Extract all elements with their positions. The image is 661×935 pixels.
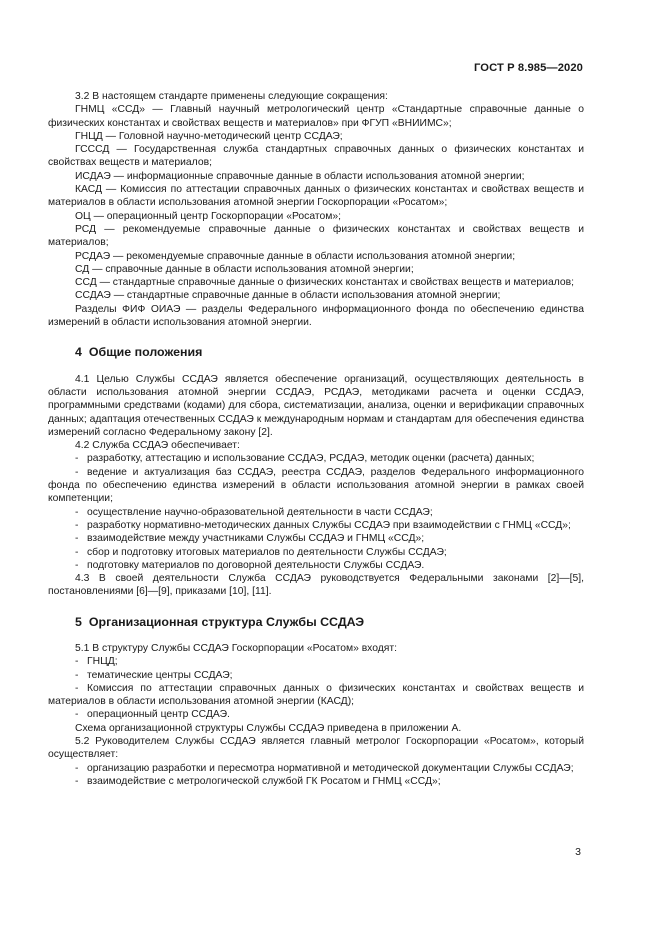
- scheme-reference: Схема организационной структуры Службы ССДАЭ приведена в приложении А.: [75, 722, 462, 734]
- list-item: - Комиссия по аттестации справочных данных о физических константах и свойствах веществ и материалов в области использования атомной энергии (КАСД);: [48, 682, 584, 708]
- list-item: - взаимодействие между участниками Службы ССДАЭ и ГНМЦ «ССД»;: [75, 533, 425, 545]
- clause-4-1: 4.1 Целью Службы ССДАЭ является обеспечение организаций, осуществляющих деятельность в области использования атомной энергии ССДАЭ, РСДАЭ, методиками расчета и оценки ССДАЭ, программными средствами (кодами) для сбора, систематизации, анализа, оценки и верификации справочных данных; адаптация отечественных ССДАЭ к международным нормам и стандартам для обеспечения единства измерений согласно Федеральному закону [2].: [48, 373, 584, 438]
- list-item: - разработку нормативно-методических данных Службы ССДАЭ при взаимодействии с ГНМЦ «ССД»;: [75, 519, 571, 531]
- abbr-item: ИСДАЭ — информационные справочные данные в области использования атомной энергии;: [75, 170, 525, 182]
- list-item: - разработку, аттестацию и использование ССДАЭ, РСДАЭ, методик оценки (расчета) данных;: [75, 453, 535, 465]
- abbr-item: КАСД — Комиссия по аттестации справочных данных о физических константах и свойствах веществ и материалов в области использования атомной энергии Госкорпорации «Росатом»;: [48, 184, 584, 209]
- section-5-number: 5: [75, 614, 82, 629]
- section-5-heading: [48, 616, 584, 629]
- section-4-number: 4: [75, 345, 82, 360]
- list-item: - операционный центр ССДАЭ.: [75, 709, 230, 721]
- abbr-item: ГНЦД — Головной научно-методический центр ССДАЭ;: [75, 130, 343, 142]
- clause-4-3: 4.3 В своей деятельности Служба ССДАЭ руководствуется Федеральными законами [2]—[5], постановлениями [6]—[9], приказами [10], [11].: [48, 573, 584, 598]
- clause-5-2: 5.2 Руководителем Службы ССДАЭ является главный метролог Госкорпорации «Росатом», который осуществляет:: [48, 736, 584, 761]
- section-5-title: Организационная структура Службы ССДАЭ: [88, 614, 365, 629]
- abbr-item: ССД — стандартные справочные данные о физических константах и свойствах веществ и материалов;: [75, 277, 574, 289]
- abbr-item: РСДАЭ — рекомендуемые справочные данные в области использования атомной энергии;: [75, 250, 516, 262]
- section-4-title: Общие положения: [88, 345, 203, 360]
- abbr-item: ГНМЦ «ССД» — Главный научный метрологический центр «Стандартные справочные данные о физических константах и свойствах веществ и материалов» при ФГУП «ВНИИМС»;: [48, 104, 584, 129]
- abbr-item: СД — справочные данные в области использования атомной энергии;: [75, 263, 414, 275]
- abbr-item: ССДАЭ — стандартные справочные данные в области использования атомной энергии;: [75, 290, 501, 302]
- list-item: - тематические центры ССДАЭ;: [75, 669, 233, 681]
- list-item: - сбор и подготовку итоговых материалов по деятельности Службы ССДАЭ;: [75, 546, 447, 558]
- clause-3-2-intro: 3.2 В настоящем стандарте применены следующие сокращения:: [75, 91, 388, 102]
- abbr-item: Разделы ФИФ ОИАЭ — разделы Федерального информационного фонда по обеспечению единства измерений в области использования атомной энергии.: [48, 303, 584, 329]
- document-body: [48, 90, 584, 788]
- list-item: - ГНЦД;: [75, 656, 118, 668]
- abbr-item: ГСССД — Государственная служба стандартных справочных данных о физических константах и свойствах веществ и материалов;: [48, 144, 584, 169]
- list-item: - подготовку материалов по договорной деятельности Службы ССДАЭ.: [75, 559, 425, 571]
- list-item: - организацию разработки и пересмотра нормативной и методической документации Службы ССДАЭ;: [75, 762, 574, 774]
- document-header: ГОСТ Р 8.985—2020: [474, 62, 583, 74]
- list-item: - осуществление научно-образовательной деятельности в части ССДАЭ;: [75, 506, 433, 518]
- clause-4-2: 4.2 Служба ССДАЭ обеспечивает:: [75, 440, 240, 452]
- list-item: - взаимодействие с метрологической службой ГК Росатом и ГНМЦ «ССД»;: [75, 775, 441, 787]
- abbr-item: РСД — рекомендуемые справочные данные о физических константах и свойствах веществ и материалов;: [48, 223, 584, 249]
- list-item: - ведение и актуализация баз ССДАЭ, реестра ССДАЭ, разделов Федерального информационного фонда по обеспечению единства измерений в области использования атомной энергии в рамках своей компетенции;: [48, 466, 584, 505]
- abbr-item: ОЦ — операционный центр Госкорпорации «Росатом»;: [75, 210, 341, 222]
- page-number: 3: [575, 846, 581, 858]
- section-4-heading: [48, 346, 584, 359]
- clause-5-1: 5.1 В структуру Службы ССДАЭ Госкорпорации «Росатом» входят:: [75, 642, 398, 654]
